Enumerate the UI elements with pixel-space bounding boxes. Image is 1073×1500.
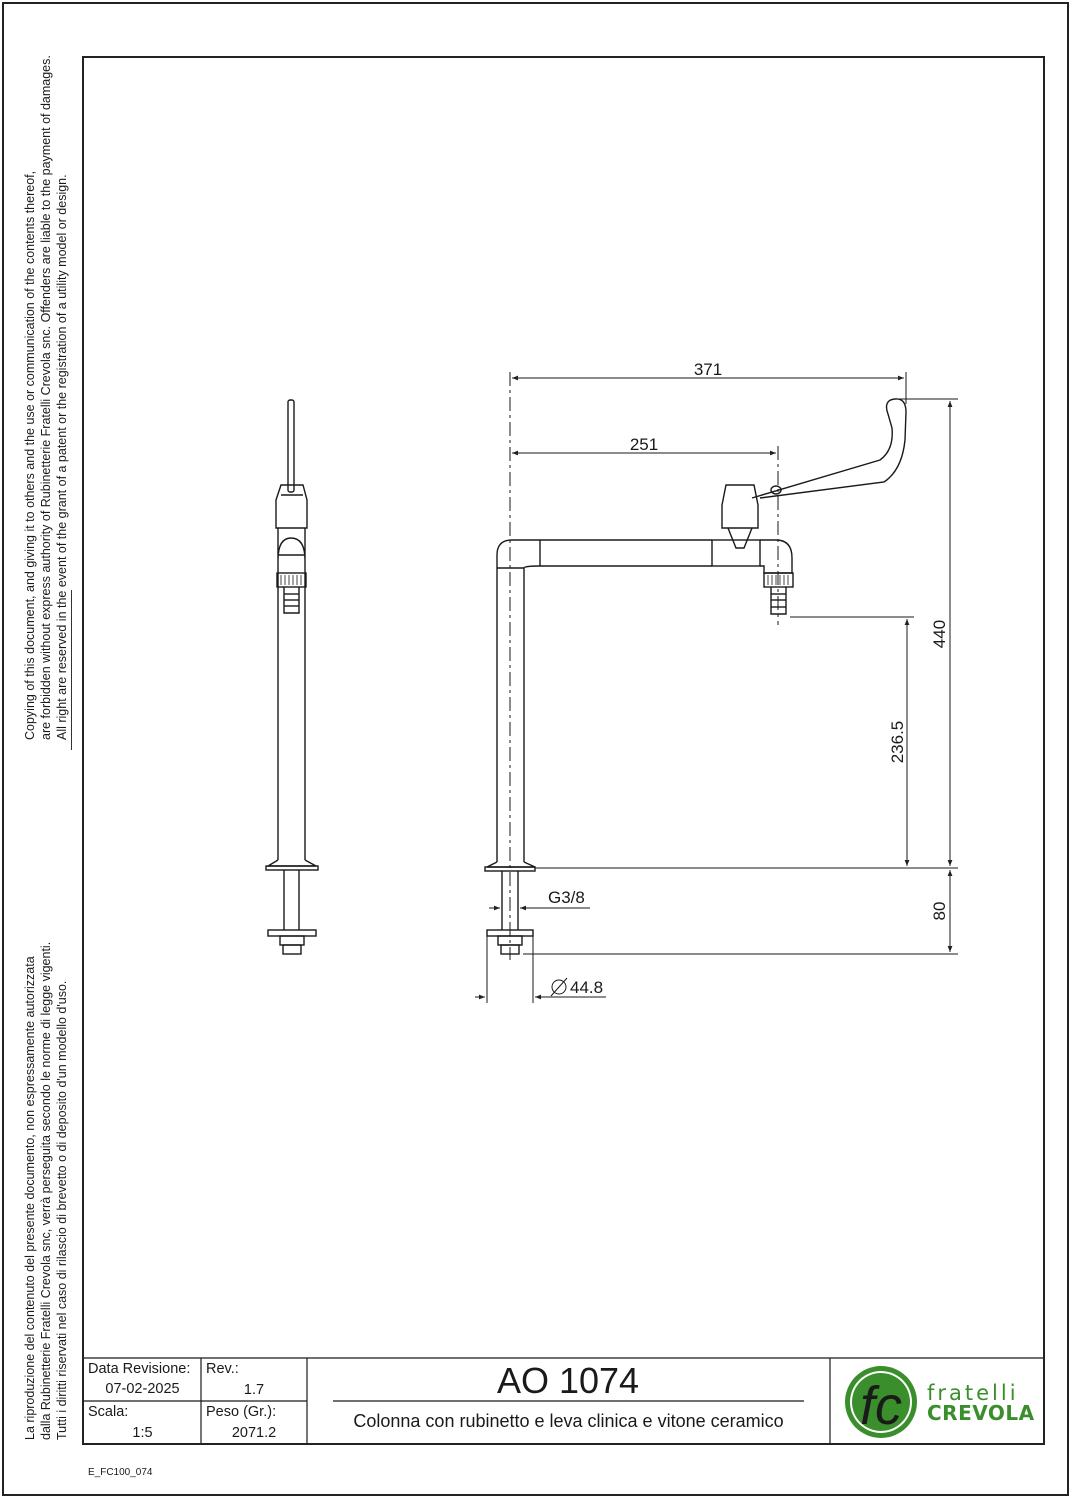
dim-outlet-height: 236.5 — [888, 720, 907, 764]
dim-base-diameter: 44.8 — [570, 978, 604, 997]
logo-monogram: fc — [859, 1376, 903, 1436]
legal-line: dalla Rubinetterie Fratelli Crevola snc, verrà perseguita secondo le norme di legge vigenti. — [39, 941, 53, 1440]
product-description: Colonna con rubinetto e leva clinica e vitone ceramico — [353, 1411, 784, 1431]
legal-line: All right are reserved in the event of the grant of a patent or the registration of a utility model or design. — [55, 174, 69, 740]
legal-line: Tutti i diritti riservati nel caso di rilascio di brevetto o di deposito d'un modello d'uso. — [55, 980, 69, 1440]
logo-mark — [845, 1366, 917, 1438]
legal-line: La riproduzione del contenuto del presente documento, non espressamente autorizzata — [23, 956, 37, 1440]
center-lines — [510, 372, 778, 960]
side-view — [266, 400, 318, 954]
logo-line-fratelli: fratelli — [927, 1381, 1019, 1405]
scale-label: Scala: — [88, 1404, 129, 1420]
rev-value: 1.7 — [243, 1382, 265, 1398]
revision-date-label: Data Revisione: — [88, 1361, 191, 1377]
weight-value: 2071.2 — [231, 1425, 277, 1441]
logo-line-crevola: CREVOLA — [927, 1401, 1035, 1425]
document-code: E_FC100_074 — [88, 1467, 153, 1478]
dim-total-height: 440 — [930, 619, 949, 649]
dimension-labels — [548, 360, 949, 997]
dim-overall-reach: 371 — [693, 360, 723, 379]
rev-label: Rev.: — [206, 1361, 239, 1377]
weight-label: Peso (Gr.): — [206, 1404, 277, 1420]
dim-spout-reach: 251 — [629, 435, 659, 454]
legal-line: are forbidden without express authority of Rubinetterie Fratelli Crevola snc. Offenders are liable to the payment of damages. — [39, 55, 53, 740]
product-code: AO 1074 — [496, 1360, 640, 1401]
dimension-lines — [475, 372, 958, 1003]
front-view — [485, 399, 906, 954]
revision-date-value: 07-02-2025 — [105, 1381, 180, 1397]
dim-thread: G3/8 — [548, 888, 585, 907]
dim-shank-length: 80 — [930, 901, 949, 921]
legal-line: Copying of this document, and giving it to others and the use or communication of the contents thereof, — [23, 170, 37, 740]
scale-value: 1:5 — [132, 1425, 153, 1441]
